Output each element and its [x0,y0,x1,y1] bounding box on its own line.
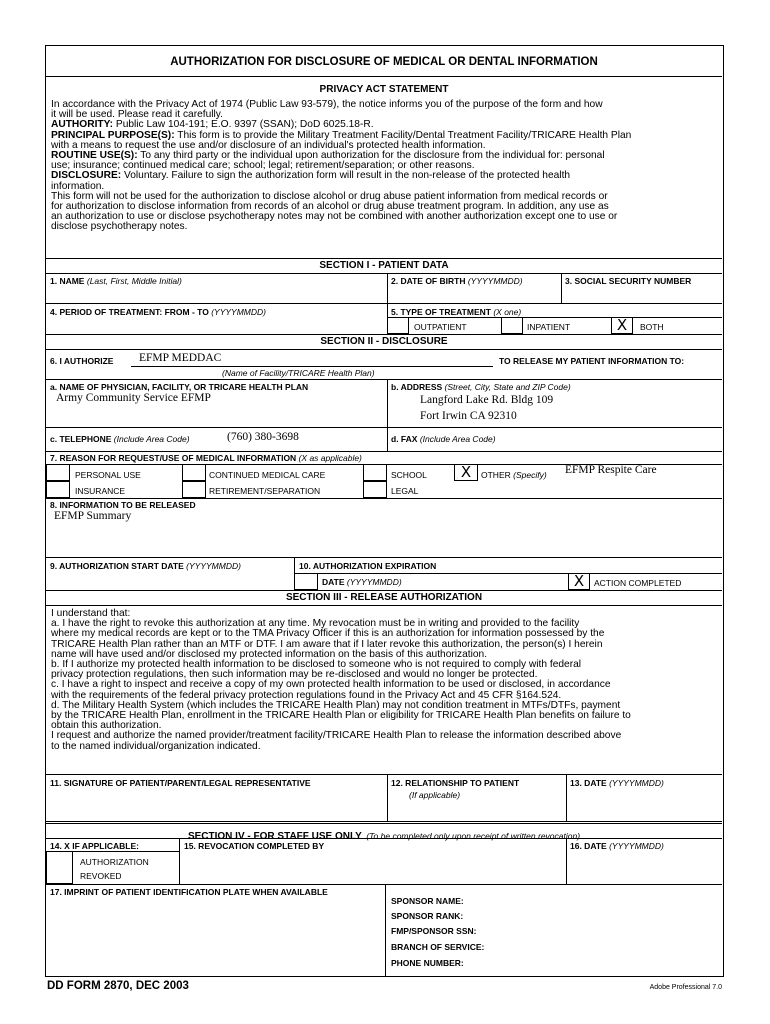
section-4-heading: SECTION IV - FOR STAFF USE ONLY (To be completed only upon receipt of written revocation) [187,831,581,842]
address-line-2[interactable]: Fort Irwin CA 92310 [420,410,517,422]
school-label: SCHOOL [391,470,427,480]
other-label: OTHER (Specify) [481,470,547,480]
relationship-field[interactable] [391,802,563,818]
privacy-text-line: ROUTINE USE(S): To any third party or the individual upon authorization for the disclosure from the individual for: personal [51,150,605,162]
phone-number-label: PHONE NUMBER: [391,958,464,968]
facility-hint: (Name of Facility/TRICARE Health Plan) [222,368,375,378]
continued-care-checkbox[interactable] [182,464,206,481]
signature-date-field[interactable] [570,792,720,818]
reason-label: 7. REASON FOR REQUEST/USE OF MEDICAL INFORMATION (X as applicable) [50,453,362,463]
signature-field[interactable] [50,792,384,818]
section-2-heading: SECTION II - DISCLOSURE [320,336,448,347]
dd-form-2870 [45,45,724,977]
release-authorization-text [51,609,631,752]
insurance-label: INSURANCE [75,486,126,496]
action-completed-label: ACTION COMPLETED [594,578,682,588]
info-released-value[interactable]: EFMP Summary [54,510,132,522]
release-text-line: d. The Military Health System (which includes the TRICARE Health Plan) may not condition treatment in MTFs/DTFs, payment [51,699,621,711]
personal-use-label: PERSONAL USE [75,470,141,480]
authorization-revoked-label-2: REVOKED [80,871,122,881]
retirement-checkbox[interactable] [182,481,206,498]
privacy-text-line: with a means to request the use and/or disclosure of an individual's protected health information. [51,139,486,151]
release-text-line: I request and authorize the named provider/treatment facility/TRICARE Health Plan to release the information described above [51,730,622,742]
authorize-value[interactable]: EFMP MEDDAC [139,352,222,364]
software-note: Adobe Professional 7.0 [649,984,722,991]
release-text-line: I understand that: [51,608,131,619]
authorization-revoked-label-1: AUTHORIZATION [80,857,149,867]
form-number: DD FORM 2870, DEC 2003 [47,980,189,992]
expiration-label: 10. AUTHORIZATION EXPIRATION [299,561,437,571]
insurance-checkbox[interactable] [46,481,70,498]
sponsor-name-label: SPONSOR NAME: [391,896,464,906]
continued-care-label: CONTINUED MEDICAL CARE [209,470,326,480]
ssn-field[interactable] [565,288,719,302]
section-1-heading: SECTION I - PATIENT DATA [319,260,449,271]
relationship-hint: (If applicable) [409,790,461,800]
release-text-line: where my medical records are kept or to the TMA Privacy Officer if this is an authorization for information possessed by the [51,628,605,640]
privacy-text-line: for authorization to disclose information from records of an alcohol or drug abuse treatment program. In addition, any use as [51,201,609,213]
revocation-completed-field[interactable] [184,854,562,882]
outpatient-checkbox[interactable] [387,317,409,334]
dob-field[interactable] [391,288,559,302]
school-checkbox[interactable] [363,464,387,481]
revocation-date-label: 16. DATE (YYYYMMDD) [570,841,664,851]
period-label: 4. PERIOD OF TREATMENT: FROM - TO (YYYYMMDD) [50,307,266,317]
fax-label: d. FAX (Include Area Code) [391,434,496,444]
personal-use-checkbox[interactable] [46,464,70,481]
authorization-revoked-checkbox[interactable] [46,851,73,884]
release-text-line: obtain this authorization. [51,720,162,732]
inpatient-label: INPATIENT [527,322,571,332]
dob-label: 2. DATE OF BIRTH (YYYYMMDD) [391,276,523,286]
sponsor-rank-label: SPONSOR RANK: [391,911,464,921]
privacy-text-line: it will be used. Please read it carefully. [51,109,223,121]
telephone-value[interactable]: (760) 380-3698 [227,431,299,443]
privacy-text-line: PRINCIPAL PURPOSE(S): This form is to provide the Military Treatment Facility/Dental Treatment Facility/TRICARE Health Plan [51,129,632,141]
release-text-line: b. If I authorize my protected health information to be disclosed to someone who is not required to comply with federal [51,659,582,671]
privacy-text-line: an authorization to use or disclose psychotherapy notes may not be combined with another authorization except one to use or [51,211,618,223]
release-text-line: a. I have the right to revoke this authorization at any time. My revocation must be in writing and provided to the facility [51,618,580,630]
ssn-label: 3. SOCIAL SECURITY NUMBER [565,276,692,286]
release-text-line: privacy protection regulations, then such information may be re-disclosed and would no longer be protected. [51,669,538,681]
privacy-act-heading: PRIVACY ACT STATEMENT [319,84,449,95]
address-label: b. ADDRESS (Street, City, State and ZIP Code) [391,382,571,392]
name-field[interactable] [50,288,384,302]
release-text-line: to the named individual/organization indicated. [51,740,261,752]
retirement-label: RETIREMENT/SEPARATION [209,486,321,496]
release-text-line: name will have used and/or disclosed my protected information on the basis of this authorization. [51,648,488,660]
privacy-act-statement [51,100,631,233]
both-check-mark: X [616,316,628,334]
recipient-name-label: a. NAME OF PHYSICIAN, FACILITY, OR TRICARE HEALTH PLAN [50,382,309,392]
period-field[interactable] [50,319,384,333]
branch-of-service-label: BRANCH OF SERVICE: [391,942,485,952]
privacy-text-line: use; insurance; continued medical care; school; legal; retirement/separation; or other reasons. [51,160,475,172]
fmp-sponsor-ssn-label: FMP/SPONSOR SSN: [391,926,477,936]
release-to-label: TO RELEASE MY PATIENT INFORMATION TO: [499,356,685,366]
privacy-text-line: information. [51,180,105,192]
outpatient-label: OUTPATIENT [414,322,467,332]
privacy-text-line: In accordance with the Privacy Act of 1974 (Public Law 93-579), the notice informs you of the purpose of the form and how [51,99,603,110]
release-text-line: by the TRICARE Health Plan, enrollment in the TRICARE Health Plan or eligibility for TRICARE Health Plan benefits on failure to [51,710,631,722]
revocation-completed-label: 15. REVOCATION COMPLETED BY [184,841,325,851]
privacy-text-line: This form will not be used for the authorization to disclose alcohol or drug abuse patient information from medical records or [51,190,608,202]
signature-label: 11. SIGNATURE OF PATIENT/PARENT/LEGAL REPRESENTATIVE [50,778,311,788]
address-line-1[interactable]: Langford Lake Rd. Bldg 109 [420,394,554,406]
signature-date-label: 13. DATE (YYYYMMDD) [570,778,664,788]
authorize-label: 6. I AUTHORIZE [50,356,114,366]
other-value[interactable]: EFMP Respite Care [565,464,657,476]
relationship-label: 12. RELATIONSHIP TO PATIENT [391,778,520,788]
expiration-date-label: DATE (YYYYMMDD) [322,577,402,587]
form-title: AUTHORIZATION FOR DISCLOSURE OF MEDICAL OR DENTAL INFORMATION [170,56,598,68]
privacy-text-line: AUTHORITY: Public Law 104-191; E.O. 9397 (SSAN); DoD 6025.18-R. [51,119,374,131]
release-text-line: c. I have a right to inspect and receive a copy of my own protected health information to be used or disclosed, in accordance [51,679,611,691]
release-text-line: TRICARE Health Plan rather than an MTF or DTF. I am aware that if I later revoke this authorization, the person(s) I herein [51,638,603,650]
telephone-label: c. TELEPHONE (Include Area Code) [50,434,190,444]
inpatient-checkbox[interactable] [501,317,523,334]
section-3-heading: SECTION III - RELEASE AUTHORIZATION [285,592,483,603]
name-label: 1. NAME (Last, First, Middle Initial) [50,276,182,286]
expiration-date-checkbox[interactable] [294,573,318,590]
release-text-line: with the requirements of the federal privacy protection regulations found in the Privacy Act and 45 CFR §164.524. [51,689,562,701]
legal-label: LEGAL [391,486,419,496]
action-completed-check-mark: X [573,572,585,590]
other-check-mark: X [460,463,472,481]
privacy-text-line: DISCLOSURE: Voluntary. Failure to sign the authorization form will result in the non-release of the protected health [51,170,571,182]
revocation-date-field[interactable] [570,854,720,882]
x-if-applicable-label: 14. X IF APPLICABLE: [50,841,139,851]
imprint-label: 17. IMPRINT OF PATIENT IDENTIFICATION PLATE WHEN AVAILABLE [50,887,328,897]
start-date-label: 9. AUTHORIZATION START DATE (YYYYMMDD) [50,561,241,571]
privacy-text-line: disclose psychotherapy notes. [51,221,188,233]
treatment-type-label: 5. TYPE OF TREATMENT (X one) [391,307,522,317]
both-label: BOTH [640,322,664,332]
legal-checkbox[interactable] [363,481,387,498]
recipient-name-value[interactable]: Army Community Service EFMP [56,392,211,404]
info-released-label: 8. INFORMATION TO BE RELEASED [50,500,196,510]
